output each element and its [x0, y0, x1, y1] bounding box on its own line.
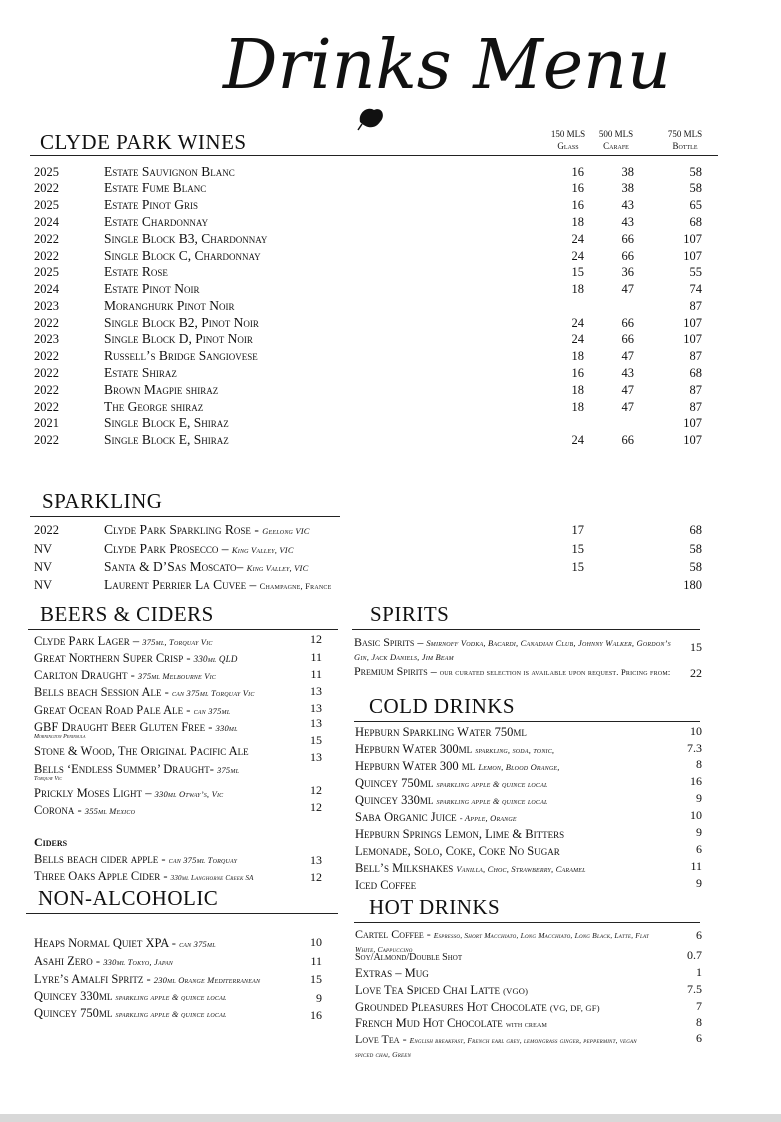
price: 7.3	[687, 741, 702, 755]
list-item: Three Oaks Apple Cider - 330ml Langhorne Creek SA	[34, 869, 254, 883]
hot-drinks-divider	[354, 922, 700, 923]
list-item: Quincey 330ml sparkling apple & quince local	[34, 989, 227, 1003]
list-item: Grounded Pleasures Hot Chocolate (VG, DF, GF)	[355, 1000, 600, 1014]
col-header-carafe: 500 MLS Carafe	[598, 129, 634, 151]
spirits-divider	[352, 629, 700, 630]
list-item: French Mud Hot Chocolate with cream	[355, 1016, 548, 1030]
list-item: Iced Coffee	[355, 878, 417, 892]
list-item: Great Northern Super Crisp - 330ml QLD	[34, 651, 238, 665]
list-item: Love Tea - English breakfast, French earl grey, lemongrass ginger, peppermint, vegan spiced chai, Green	[355, 1032, 637, 1059]
list-item: Bells beach Session Ale - can 375ml Torquay Vic	[34, 685, 255, 699]
leaf-emblem-icon	[356, 104, 386, 132]
price: 8	[696, 757, 702, 771]
list-item: Hepburn Sparkling Water 750ml	[355, 725, 527, 739]
list-item: Corona - 355ml Mexico	[34, 803, 136, 817]
price: 10	[690, 808, 702, 822]
price: 15	[690, 640, 702, 654]
list-item: Carlton Draught - 375ml Melbourne Vic	[34, 668, 216, 682]
price: 0.7	[687, 948, 702, 962]
list-item: Hepburn Springs Lemon, Lime & Bitters	[355, 827, 565, 841]
list-item: Clyde Park Lager – 375ml, Torquay Vic	[34, 634, 213, 648]
sparkling-heading: SPARKLING	[42, 489, 163, 513]
price: 1	[696, 965, 702, 979]
list-item: Great Ocean Road Pale Ale - can 375ml	[34, 703, 231, 717]
list-item: Extras – Mug	[355, 966, 429, 980]
price: 13	[310, 701, 322, 715]
list-item: Soy/Almond/Double Shot	[355, 952, 463, 963]
price: 8	[696, 1015, 702, 1029]
beers-heading: BEERS & CIDERS	[40, 602, 214, 626]
script-title-art	[215, 8, 671, 118]
list-item: Cartel Coffee - Espresso, Short Macchiato, Long Macchiato, Long Black, Latte, Flat White, Cappuccino	[355, 927, 650, 954]
price: 16	[310, 1008, 322, 1022]
list-item: Hepburn Water 300 ml Lemon, Blood Orange,	[355, 759, 560, 773]
list-item: Saba Organic Juice - Apple, Orange	[355, 810, 517, 824]
non-alcoholic-divider	[26, 913, 338, 914]
list-item: Lyre’s Amalfi Spritz - 230ml Orange Mediterranean	[34, 972, 261, 986]
menu-title	[215, 8, 671, 118]
price: 13	[310, 853, 322, 867]
price: 12	[310, 800, 322, 814]
list-item: Bells ‘Endless Summer’ Draught- 375ml	[34, 762, 240, 776]
beers-divider	[28, 629, 338, 630]
list-item: Bells beach cider apple - can 375ml Torquay	[34, 852, 238, 866]
list-item: Lemonade, Solo, Coke, Coke No Sugar	[355, 844, 560, 858]
col-header-bottle: 750 MLS Bottle	[667, 129, 703, 151]
price: 9	[696, 825, 702, 839]
price: 6	[696, 928, 702, 942]
list-item: Quincey 750ml sparkling apple & quince local	[34, 1006, 227, 1020]
list-item-sub: Mornington Peninsula	[34, 734, 86, 740]
wines-heading: CLYDE PARK WINES	[40, 130, 247, 154]
price: 13	[310, 684, 322, 698]
list-item: Heaps Normal Quiet XPA - can 375ml	[34, 936, 216, 950]
price: 15	[310, 733, 322, 747]
list-item: Stone & Wood, The Original Pacific Ale	[34, 744, 249, 758]
wines-divider	[30, 155, 718, 156]
price: 9	[696, 876, 702, 890]
price: 13	[310, 750, 322, 764]
price: 22	[690, 666, 702, 680]
price: 9	[316, 991, 322, 1005]
price: 11	[690, 859, 702, 873]
cold-drinks-divider	[354, 721, 700, 722]
price: 10	[310, 935, 322, 949]
list-item: Hepburn Water 300ml sparkling, soda, tonic,	[355, 742, 555, 756]
list-item: GBF Draught Beer Gluten Free - 330ml	[34, 720, 238, 734]
price: 6	[696, 1031, 702, 1045]
price: 16	[690, 774, 702, 788]
price: 11	[310, 954, 322, 968]
hot-drinks-heading: HOT DRINKS	[369, 895, 501, 919]
ciders-subheading: Ciders	[34, 835, 68, 849]
price: 7.5	[687, 982, 702, 996]
price: 10	[690, 724, 702, 738]
cold-drinks-heading: COLD DRINKS	[369, 694, 516, 718]
list-item: Basic Spirits – Smirnoff Vodka, Bacardi, Canadian Club, Johnny Walker, Gordon’s Gin, Jack Daniels, Jim Beam	[354, 635, 671, 662]
list-item: Bell’s Milkshakes Vanilla, Choc, Strawberry, Caramel	[355, 861, 586, 875]
menu-title-text: Drinks Menu	[223, 26, 671, 105]
list-item: Prickly Moses Light – 330ml Otway’s, Vic	[34, 786, 224, 800]
list-item: Quincey 330ml sparkling apple & quince local	[355, 793, 548, 807]
price: 12	[310, 783, 322, 797]
price: 12	[310, 632, 322, 646]
price: 11	[310, 667, 322, 681]
price: 9	[696, 791, 702, 805]
price: 15	[310, 972, 322, 986]
page-bottom-edge	[0, 1114, 781, 1122]
non-alcoholic-heading: NON-ALCOHOLIC	[38, 886, 219, 910]
price: 12	[310, 870, 322, 884]
spirits-heading: SPIRITS	[370, 602, 450, 626]
price: 13	[310, 716, 322, 730]
col-header-glass: 150 MLS Glass	[550, 129, 586, 151]
list-item: Premium Spirits – our curated selection is available upon request. Pricing from:	[354, 664, 671, 678]
list-item-sub: Torquay Vic	[34, 776, 63, 782]
list-item: Love Tea Spiced Chai Latte (VGO)	[355, 983, 529, 997]
price: 11	[310, 650, 322, 664]
list-item: Quincey 750ml sparkling apple & quince local	[355, 776, 548, 790]
price: 7	[696, 999, 702, 1013]
sparkling-divider	[30, 516, 340, 517]
list-item: Asahi Zero - 330ml Tokyo, Japan	[34, 954, 174, 968]
price: 6	[696, 842, 702, 856]
